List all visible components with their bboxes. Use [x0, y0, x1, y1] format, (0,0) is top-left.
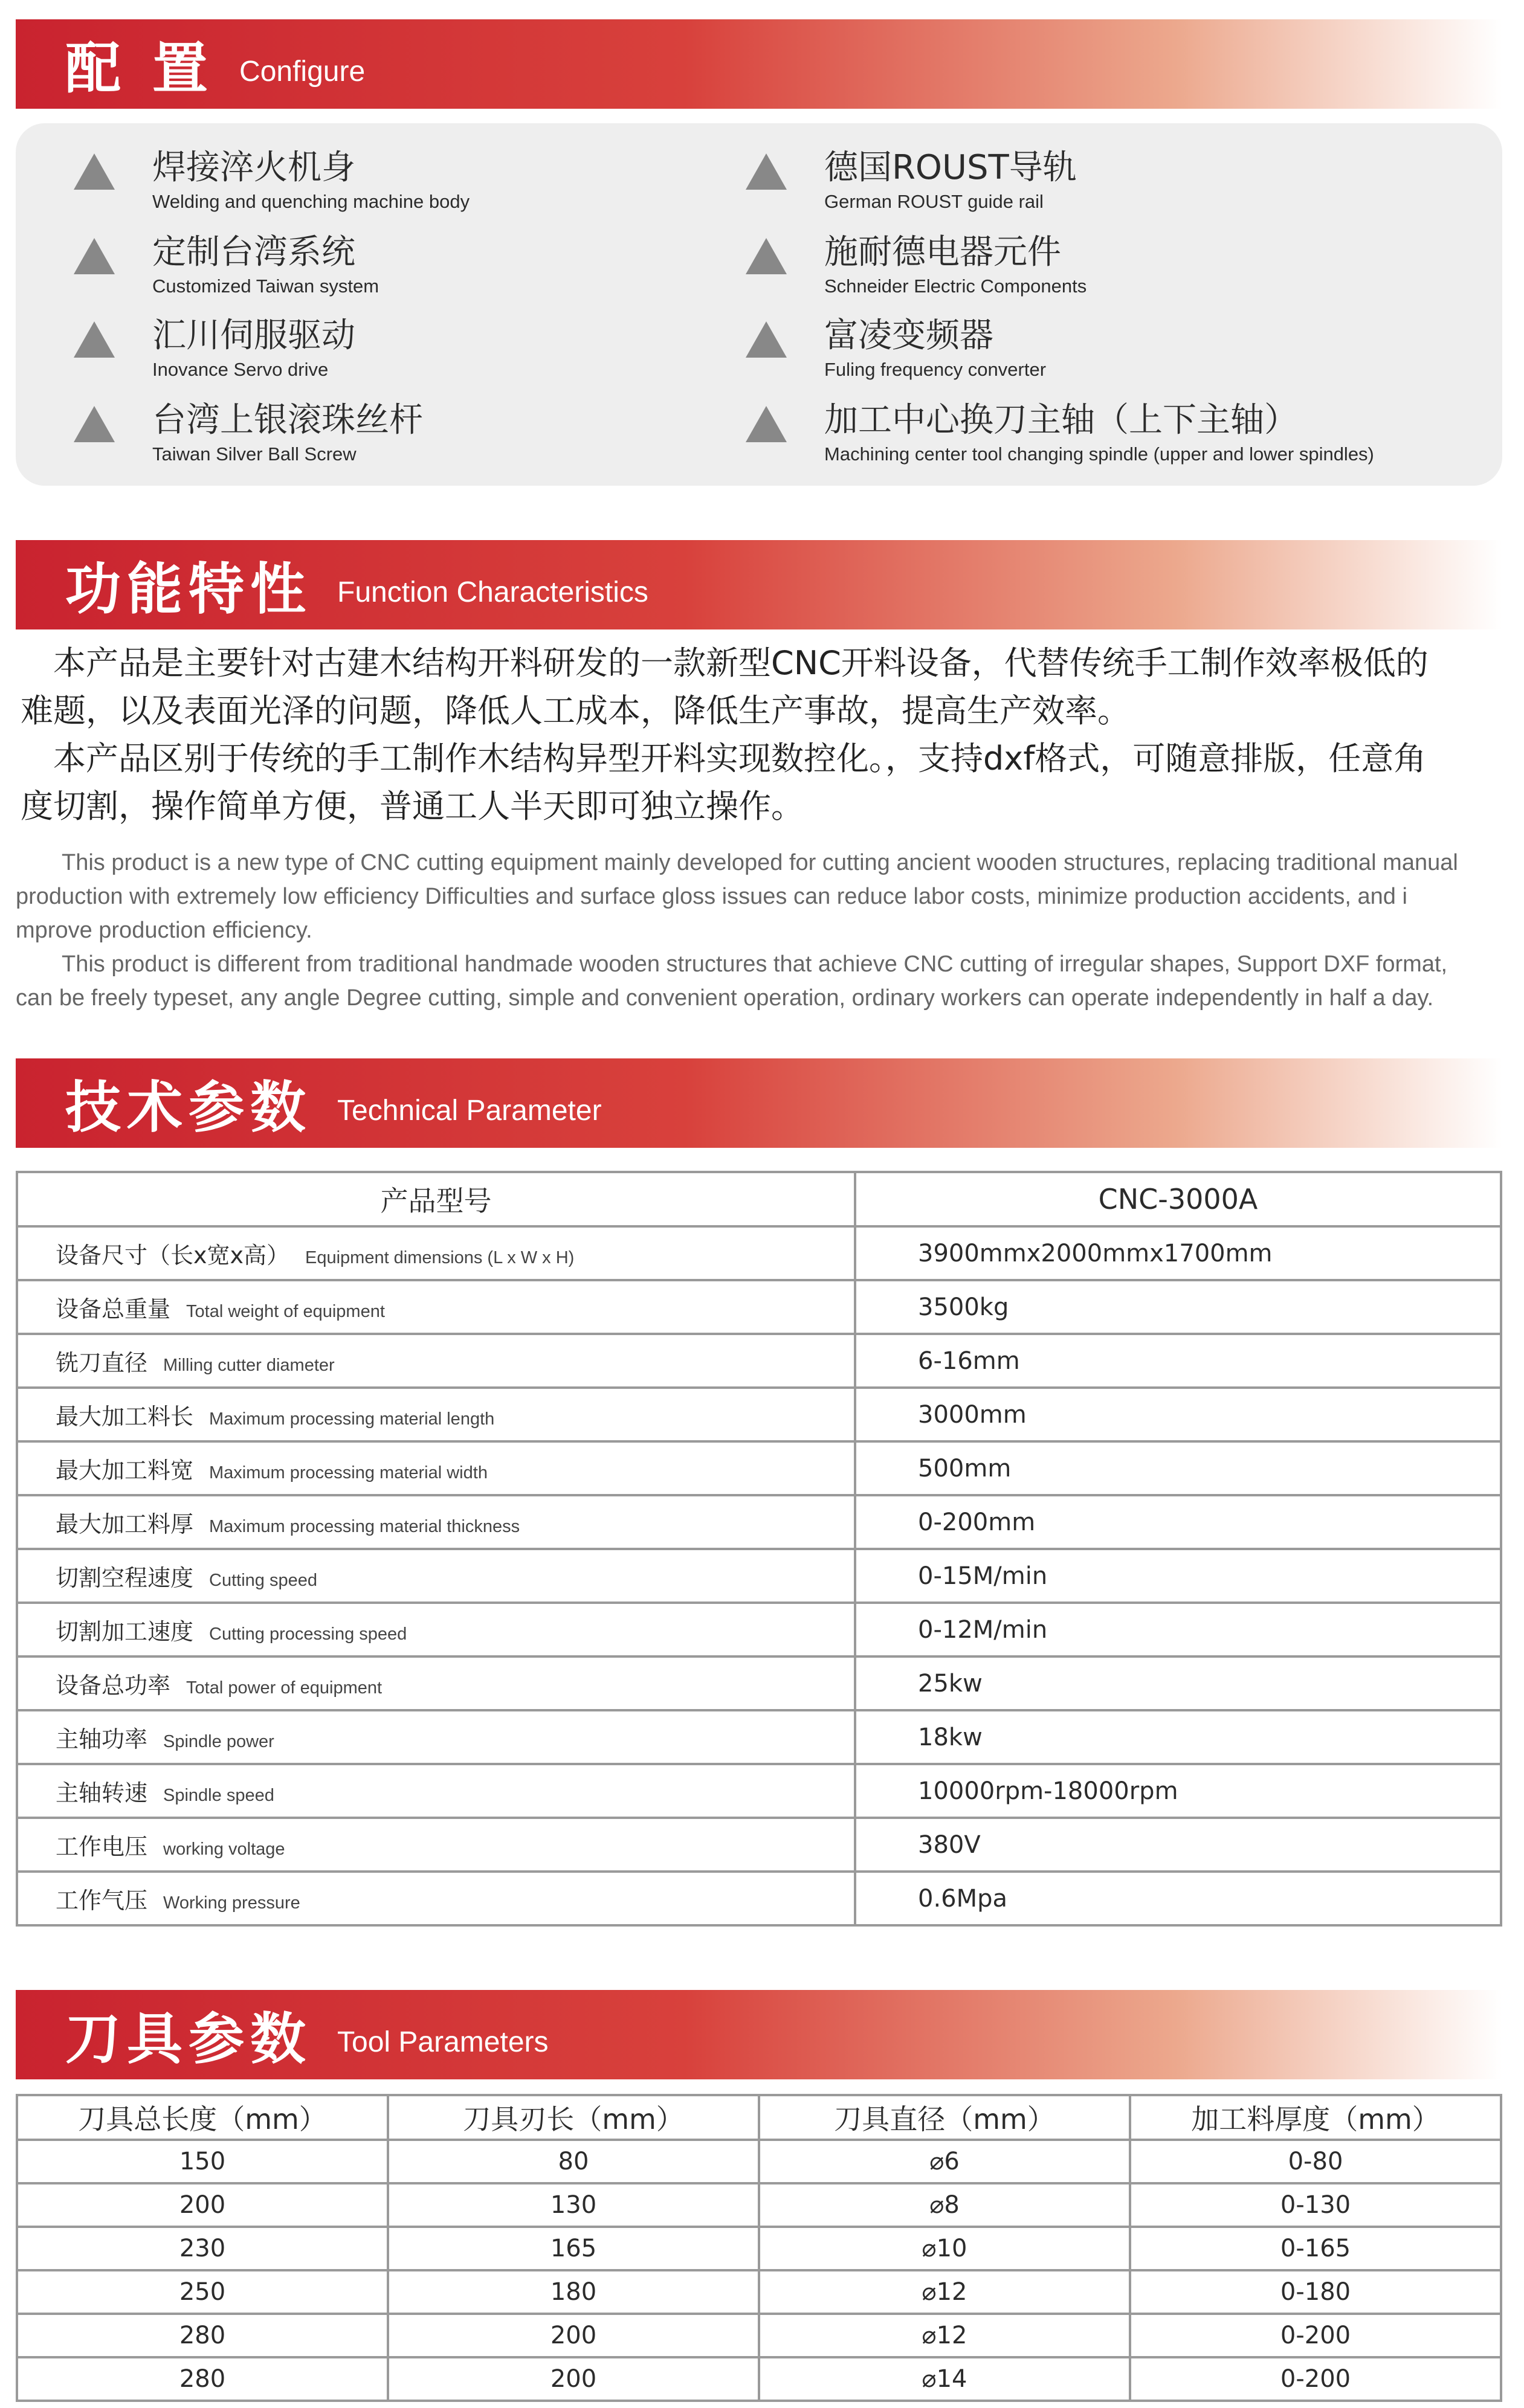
param-name-en: Spindle speed [163, 1786, 274, 1805]
configure-list [16, 123, 1502, 486]
function-en-line: This product is different from traditional handmade wooden structures that achieve CNC cutting of irregular shapes, Support DXF format, [16, 951, 1448, 977]
param-name-zh: 主轴功率 [56, 1726, 148, 1753]
function-zh-line: 本产品区别于传统的手工制作木结构异型开料实现数控化。，支持dxf格式，可随意排版，任意角 [21, 739, 1427, 777]
configure-banner [16, 19, 1502, 109]
table-cell: 0-165 [1130, 2227, 1501, 2270]
function-description-zh [21, 639, 1502, 830]
table-row [17, 1549, 1501, 1603]
param-name-en: Total power of equipment [186, 1678, 383, 1698]
param-name-en: working voltage [163, 1840, 285, 1859]
table-cell: 0-200 [1130, 2314, 1501, 2357]
table-row [17, 1764, 1501, 1818]
function-en-line: mprove production efficiency. [16, 918, 312, 943]
config-item-zh: 台湾上银滚珠丝杆 [152, 401, 423, 440]
config-item [74, 399, 423, 466]
param-name-en: Maximum processing material thickness [209, 1517, 520, 1536]
table-cell: ⌀10 [759, 2227, 1130, 2270]
table-cell: 165 [388, 2227, 759, 2270]
config-item-en: Inovance Servo drive [152, 359, 329, 380]
function-zh-line: 本产品是主要针对古建木结构开料研发的一款新型CNC开料设备，代替传统手工制作效率极低的 [21, 644, 1429, 682]
column-header: 加工料厚度（mm） [1130, 2095, 1501, 2140]
triangle-bullet-icon [746, 406, 787, 442]
param-name-zh: 最大加工料宽 [56, 1457, 194, 1484]
function-zh-line: 度切割，操作简单方便，普通工人半天即可独立操作。 [21, 787, 804, 825]
technical-parameter-table [16, 1171, 1502, 1927]
param-value: 10000rpm-18000rpm [855, 1764, 1501, 1818]
triangle-bullet-icon [74, 153, 115, 190]
table-cell: 180 [388, 2270, 759, 2314]
param-name-zh: 切割加工速度 [56, 1618, 194, 1645]
param-name-en: Cutting speed [209, 1571, 317, 1590]
tool-parameter-table [16, 2094, 1502, 2402]
param-name-en: Spindle power [163, 1732, 274, 1751]
param-name-zh: 工作电压 [56, 1833, 148, 1860]
technical-title: 技术参数 [65, 1075, 312, 1140]
table-row [17, 2183, 1501, 2227]
param-value: 0-15M/min [855, 1549, 1501, 1603]
table-cell: 150 [17, 2140, 388, 2183]
config-item-zh: 德国ROUST导轨 [824, 148, 1077, 187]
table-row [17, 1603, 1501, 1656]
table-cell: 0-80 [1130, 2140, 1501, 2183]
config-item [746, 231, 1086, 298]
table-row [17, 1334, 1501, 1388]
config-item-zh: 焊接淬火机身 [152, 148, 355, 187]
param-name-en: Maximum processing material length [209, 1409, 495, 1429]
table-cell: 280 [17, 2357, 388, 2401]
config-item-en: Machining center tool changing spindle (upper and lower spindles) [824, 443, 1374, 465]
param-name-en: Milling cutter diameter [163, 1356, 335, 1375]
config-item-zh: 加工中心换刀主轴（上下主轴） [824, 401, 1298, 440]
table-cell: 200 [388, 2357, 759, 2401]
table-cell: ⌀14 [759, 2357, 1130, 2401]
triangle-bullet-icon [74, 321, 115, 358]
table-row [17, 1872, 1501, 1925]
tool-title: 刀具参数 [65, 2007, 312, 2072]
config-item-zh: 定制台湾系统 [152, 233, 355, 272]
param-name-zh: 设备总功率 [56, 1672, 171, 1699]
param-name-en: Maximum processing material width [209, 1463, 488, 1482]
param-name-zh: 最大加工料厚 [56, 1511, 194, 1537]
config-item-en: Schneider Electric Components [824, 275, 1087, 297]
table-row [17, 1280, 1501, 1334]
table-cell: 250 [17, 2270, 388, 2314]
column-header: 刀具直径（mm） [759, 2095, 1130, 2140]
param-name-en: Total weight of equipment [186, 1302, 385, 1321]
table-cell: 280 [17, 2314, 388, 2357]
configure-subtitle: Configure [239, 55, 366, 88]
tool-subtitle: Tool Parameters [337, 2026, 549, 2058]
config-item [74, 146, 470, 214]
technical-subtitle: Technical Parameter [337, 1094, 602, 1127]
table-row [17, 2227, 1501, 2270]
config-item [746, 146, 1077, 214]
table-header-row [17, 1172, 1501, 1226]
triangle-bullet-icon [746, 238, 787, 274]
table-row [17, 2270, 1501, 2314]
param-value: 500mm [855, 1441, 1501, 1495]
table-cell: 0-130 [1130, 2183, 1501, 2227]
param-name-en: Working pressure [163, 1893, 300, 1913]
configure-title: 配 置 [65, 36, 215, 101]
function-en-line: production with extremely low efficiency Difficulties and surface gloss issues can reduce labor costs, minimize production accidents, and i [16, 884, 1407, 909]
table-row [17, 2140, 1501, 2183]
table-cell: 200 [388, 2314, 759, 2357]
triangle-bullet-icon [74, 238, 115, 274]
tool-banner [16, 1990, 1502, 2079]
table-row [17, 2314, 1501, 2357]
table-cell: ⌀12 [759, 2314, 1130, 2357]
technical-banner [16, 1058, 1502, 1148]
function-en-line: can be freely typeset, any angle Degree cutting, simple and convenient operation, ordinary workers can operate independently in half a day. [16, 985, 1434, 1011]
triangle-bullet-icon [746, 321, 787, 358]
param-value: 380V [855, 1818, 1501, 1872]
table-header-row [17, 2095, 1501, 2140]
param-name-en: Cutting processing speed [209, 1624, 407, 1644]
table-row [17, 1388, 1501, 1441]
table-cell: ⌀8 [759, 2183, 1130, 2227]
table-cell: 230 [17, 2227, 388, 2270]
table-row [17, 2357, 1501, 2401]
table-cell: 130 [388, 2183, 759, 2227]
column-header: 刀具刃长（mm） [388, 2095, 759, 2140]
param-value: 25kw [855, 1656, 1501, 1710]
param-name-zh: 设备尺寸（长x宽x高） [56, 1242, 289, 1269]
config-item-zh: 富凌变频器 [824, 316, 993, 355]
function-banner [16, 540, 1502, 629]
config-item-en: German ROUST guide rail [824, 191, 1044, 212]
param-name-en: Equipment dimensions (L x W x H) [305, 1248, 575, 1267]
table-row [17, 1656, 1501, 1710]
column-header: 刀具总长度（mm） [17, 2095, 388, 2140]
param-value: 18kw [855, 1710, 1501, 1764]
param-value: 0-200mm [855, 1495, 1501, 1549]
function-title: 功能特性 [65, 557, 312, 622]
param-value: 6-16mm [855, 1334, 1501, 1388]
param-value: 0-12M/min [855, 1603, 1501, 1656]
param-name-zh: 最大加工料长 [56, 1403, 194, 1430]
config-item-zh: 汇川伺服驱动 [152, 316, 355, 355]
param-name-zh: 主轴转速 [56, 1780, 148, 1806]
table-cell: 200 [17, 2183, 388, 2227]
param-name-zh: 工作气压 [56, 1887, 148, 1914]
config-item [746, 399, 1374, 466]
function-description-en [16, 846, 1502, 1015]
table-cell: 0-180 [1130, 2270, 1501, 2314]
header-product-model-label: 产品型号 [17, 1172, 855, 1226]
config-item [74, 231, 379, 298]
param-value: 3900mmx2000mmx1700mm [855, 1226, 1501, 1280]
table-row [17, 1441, 1501, 1495]
table-cell: ⌀12 [759, 2270, 1130, 2314]
param-value: 3500kg [855, 1280, 1501, 1334]
table-row [17, 1495, 1501, 1549]
function-en-line: This product is a new type of CNC cutting equipment mainly developed for cutting ancient wooden structures, replacing traditional manual [16, 850, 1458, 875]
param-value: 0.6Mpa [855, 1872, 1501, 1925]
param-name-zh: 切割空程速度 [56, 1565, 194, 1591]
config-item-en: Welding and quenching machine body [152, 191, 470, 212]
param-name-zh: 铣刀直径 [56, 1350, 148, 1376]
config-item [746, 314, 1046, 382]
table-cell: 0-200 [1130, 2357, 1501, 2401]
param-name-zh: 设备总重量 [56, 1296, 171, 1322]
config-item-en: Taiwan Silver Ball Screw [152, 443, 357, 465]
table-row [17, 1710, 1501, 1764]
header-product-model-value: CNC-3000A [855, 1172, 1501, 1226]
triangle-bullet-icon [74, 406, 115, 442]
config-item [74, 314, 355, 382]
param-value: 3000mm [855, 1388, 1501, 1441]
config-item-en: Customized Taiwan system [152, 275, 379, 297]
table-cell: 80 [388, 2140, 759, 2183]
config-item-en: Fuling frequency converter [824, 359, 1047, 380]
table-cell: ⌀6 [759, 2140, 1130, 2183]
function-subtitle: Function Characteristics [337, 576, 648, 608]
function-zh-line: 难题，以及表面光泽的问题，降低人工成本，降低生产事故，提高生产效率。 [21, 692, 1130, 730]
triangle-bullet-icon [746, 153, 787, 190]
table-row [17, 1226, 1501, 1280]
config-item-zh: 施耐德电器元件 [824, 233, 1061, 272]
table-row [17, 1818, 1501, 1872]
